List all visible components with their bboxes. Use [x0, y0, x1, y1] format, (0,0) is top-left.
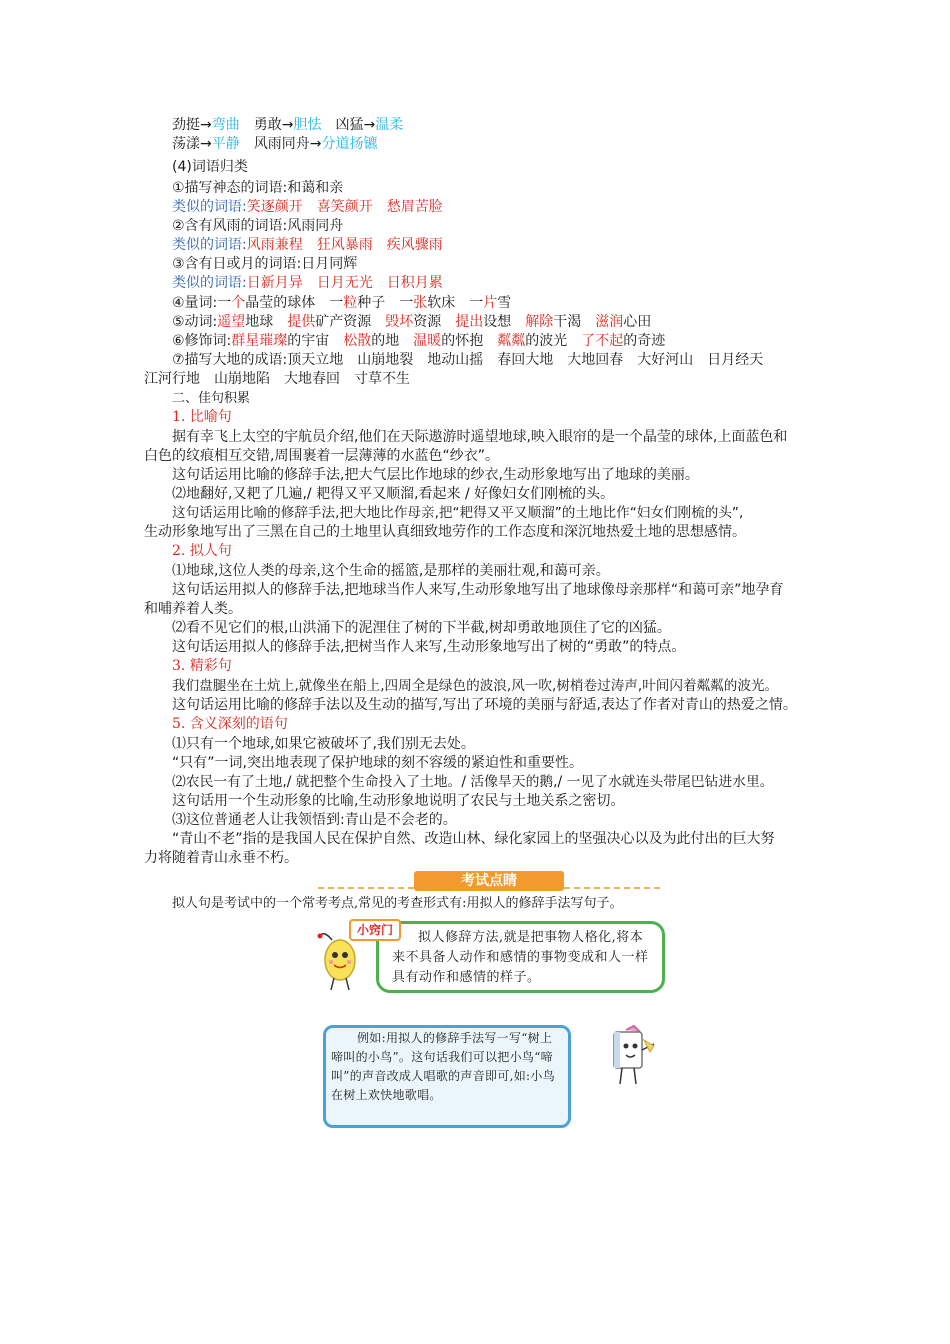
paragraph-line: 和哺养着人类。 — [144, 601, 242, 617]
paragraph-line: 力将随着青山永垂不朽。 — [144, 850, 298, 866]
example-text — [331, 1029, 563, 1105]
keyword: 松散 — [343, 333, 372, 349]
text: 的地 — [371, 333, 414, 349]
text: 种子 一 — [357, 295, 414, 311]
keyword: 解除 — [525, 314, 554, 330]
exam-intro: 拟人句是考试中的一个常考考点,常见的考查形式有:用拟人的修辞手法写句子。 — [172, 896, 623, 911]
group-7-idioms-line-1: ⑦描写大地的成语:顶天立地 山崩地裂 地动山摇 春回大地 大地回春 大好河山 日月经天 — [172, 352, 764, 368]
section-title-profound: 5. 含义深刻的语句 — [172, 716, 288, 732]
section-title-wonderful: 3. 精彩句 — [172, 658, 232, 674]
paragraph-line: “只有”一词,突出地表现了保护地球的刻不容缓的紧迫性和重要性。 — [172, 755, 583, 771]
paragraph-line: ⑴只有一个地球,如果它被破坏了,我们别无去处。 — [172, 736, 475, 752]
antonym: 胆怯 — [293, 117, 322, 133]
text: 的奇迹 — [623, 333, 666, 349]
section-title-metaphor: 1. 比喻句 — [172, 409, 232, 425]
paragraph-line: 生动形象地写出了三黑在自己的土地里认真细致地劳作的工作态度和深沉地热爱土地的思想感情。 — [144, 524, 746, 540]
keyword: 群星璀璨 — [231, 333, 288, 349]
similar-words: 日新月异 日月无光 日积月累 — [246, 275, 443, 291]
similar-label: 类似的词语: — [172, 237, 247, 253]
text: ⑤动词: — [172, 314, 218, 330]
keyword: 个 — [231, 295, 246, 311]
text: 矿产资源 — [315, 314, 386, 330]
paragraph-line: “青山不老”指的是我国人民在保护自然、改造山林、绿化家园上的坚强决心以及为此付出的巨大努 — [172, 831, 775, 847]
text: ④量词:一 — [172, 295, 232, 311]
group-1-title: ①描写神态的词语:和蔼和亲 — [172, 180, 344, 196]
paragraph-line: 这句话运用拟人的修辞手法,把地球当作人来写,生动形象地写出了地球像母亲那样“和蔼可亲”地孕育 — [172, 582, 784, 598]
keyword: 粒 — [343, 295, 358, 311]
antonym-line-1 — [172, 116, 403, 135]
word: 凶猛→ — [335, 117, 376, 133]
classify-title: (4)词语归类 — [172, 159, 248, 175]
antonym: 分道扬镳 — [321, 136, 378, 152]
keyword: 提出 — [455, 314, 484, 330]
section-title-personification: 2. 拟人句 — [172, 543, 232, 559]
divider-right — [564, 887, 660, 889]
group-4-measure-words — [172, 294, 511, 313]
exam-banner: 考试点睛 — [414, 871, 564, 891]
keyword: 温暖 — [413, 333, 442, 349]
paragraph-line: 这句话运用比喻的修辞手法,把大地比作母亲,把“耙得又平又顺溜”的土地比作“妇女们刚梳的头”, — [172, 505, 744, 521]
paragraph-line: ⑵农民一有了土地,/ 就把整个生命投入了土地。/ 活像旱天的鹅,/ 一见了水就连头带尾巴钻进水里。 — [172, 774, 774, 790]
group-5-verbs — [172, 313, 651, 332]
similar-label: 类似的词语: — [172, 275, 247, 291]
word: 风雨同舟→ — [253, 136, 322, 152]
example-text-content: 例如:用拟人的修辞手法写一写“树上啼叫的小鸟”。这句话我们可以把小鸟“啼叫”的声音改成人唱歌的声音即可,如:小鸟在树上欢快地歌唱。 — [331, 1031, 555, 1102]
text: 设想 — [483, 314, 526, 330]
group-2-title: ②含有风雨的词语:风雨同舟 — [172, 218, 344, 234]
paragraph-line: ⑶这位普通老人让我领悟到:青山是不会老的。 — [172, 812, 457, 828]
section-heading: 二、佳句积累 — [172, 391, 251, 406]
similar-words: 笑逐颜开 喜笑颜开 愁眉苦脸 — [246, 199, 443, 215]
keyword: 遥望 — [217, 314, 246, 330]
keyword: 滋润 — [595, 314, 624, 330]
paragraph-line: 这句话运用拟人的修辞手法,把树当作人来写,生动形象地写出了树的“勇敢”的特点。 — [172, 639, 686, 655]
tip-text — [392, 928, 654, 988]
paragraph-line: 白色的纹痕相互交错,周围裹着一层薄薄的水蓝色“纱衣”。 — [144, 448, 499, 464]
keyword: 了不起 — [581, 333, 624, 349]
similar-words: 风雨兼程 狂风暴雨 疾风骤雨 — [246, 237, 443, 253]
similar-label: 类似的词语: — [172, 199, 247, 215]
text: 心田 — [623, 314, 652, 330]
group-2-similar — [172, 236, 443, 255]
group-3-similar — [172, 274, 443, 293]
text: 的波光 — [525, 333, 582, 349]
antonym: 温柔 — [375, 117, 404, 133]
divider-left — [318, 887, 414, 889]
paragraph-line: 这句话运用比喻的修辞手法以及生动的描写,写出了环境的美丽与舒适,表达了作者对青山的热爱之情。 — [172, 697, 797, 713]
tip-text-content: 拟人修辞方法,就是把事物人格化,将本来不具备人动作和感情的事物变成和人一样具有动作和感情的样子。 — [392, 930, 649, 985]
keyword: 片 — [483, 295, 498, 311]
paragraph-line: 我们盘腿坐在土炕上,就像坐在船上,四周全是绿色的波浪,风一吹,树梢卷过涛声,叶间闪着粼粼的波光。 — [172, 678, 779, 694]
word: 荡漾→ — [172, 136, 212, 152]
paragraph-line: 据有幸飞上太空的宇航员介绍,他们在天际遨游时遥望地球,映入眼帘的是一个晶莹的球体,上面蓝色和 — [172, 429, 788, 445]
text: 地球 — [245, 314, 288, 330]
word: 勇敢→ — [253, 117, 294, 133]
antonym: 平静 — [211, 136, 240, 152]
text: 干渴 — [553, 314, 596, 330]
word: 劲挺→ — [172, 117, 212, 133]
keyword: 提供 — [287, 314, 316, 330]
text: 雪 — [497, 295, 512, 311]
paragraph-line: 这句话用一个生动形象的比喻,生动形象地说明了农民与土地关系之密切。 — [172, 793, 625, 809]
group-1-similar — [172, 198, 443, 217]
paragraph-line: ⑴地球,这位人类的母亲,这个生命的摇篮,是那样的美丽壮观,和蔼可亲。 — [172, 563, 610, 579]
keyword: 张 — [413, 295, 428, 311]
group-3-title: ③含有日或月的词语:日月同辉 — [172, 256, 358, 272]
group-6-modifiers — [172, 332, 665, 351]
paragraph-line: 这句话运用比喻的修辞手法,把大气层比作地球的纱衣,生动形象地写出了地球的美丽。 — [172, 467, 699, 483]
keyword: 毁坏 — [385, 314, 414, 330]
text: 晶莹的球体 一 — [245, 295, 344, 311]
text: 资源 — [413, 314, 456, 330]
book-mascot-icon — [600, 1024, 658, 1090]
tip-tag: 小窍门 — [349, 919, 401, 941]
text: ⑥修饰词: — [172, 333, 232, 349]
antonym: 弯曲 — [211, 117, 240, 133]
paragraph-line: ⑵地翻好,又耙了几遍,/ 耙得又平又顺溜,看起来 / 好像妇女们刚梳的头。 — [172, 486, 615, 502]
group-7-idioms-line-2: 江河行地 山崩地陷 大地春回 寸草不生 — [144, 371, 410, 387]
text: 的宇宙 — [287, 333, 344, 349]
text: 软床 一 — [427, 295, 484, 311]
text: 的怀抱 — [441, 333, 498, 349]
antonym-line-2 — [172, 135, 377, 154]
keyword: 粼粼 — [497, 333, 526, 349]
paragraph-line: ⑵看不见它们的根,山洪涌下的泥浬住了树的下半截,树却勇敢地顶住了它的凶猛。 — [172, 620, 671, 636]
